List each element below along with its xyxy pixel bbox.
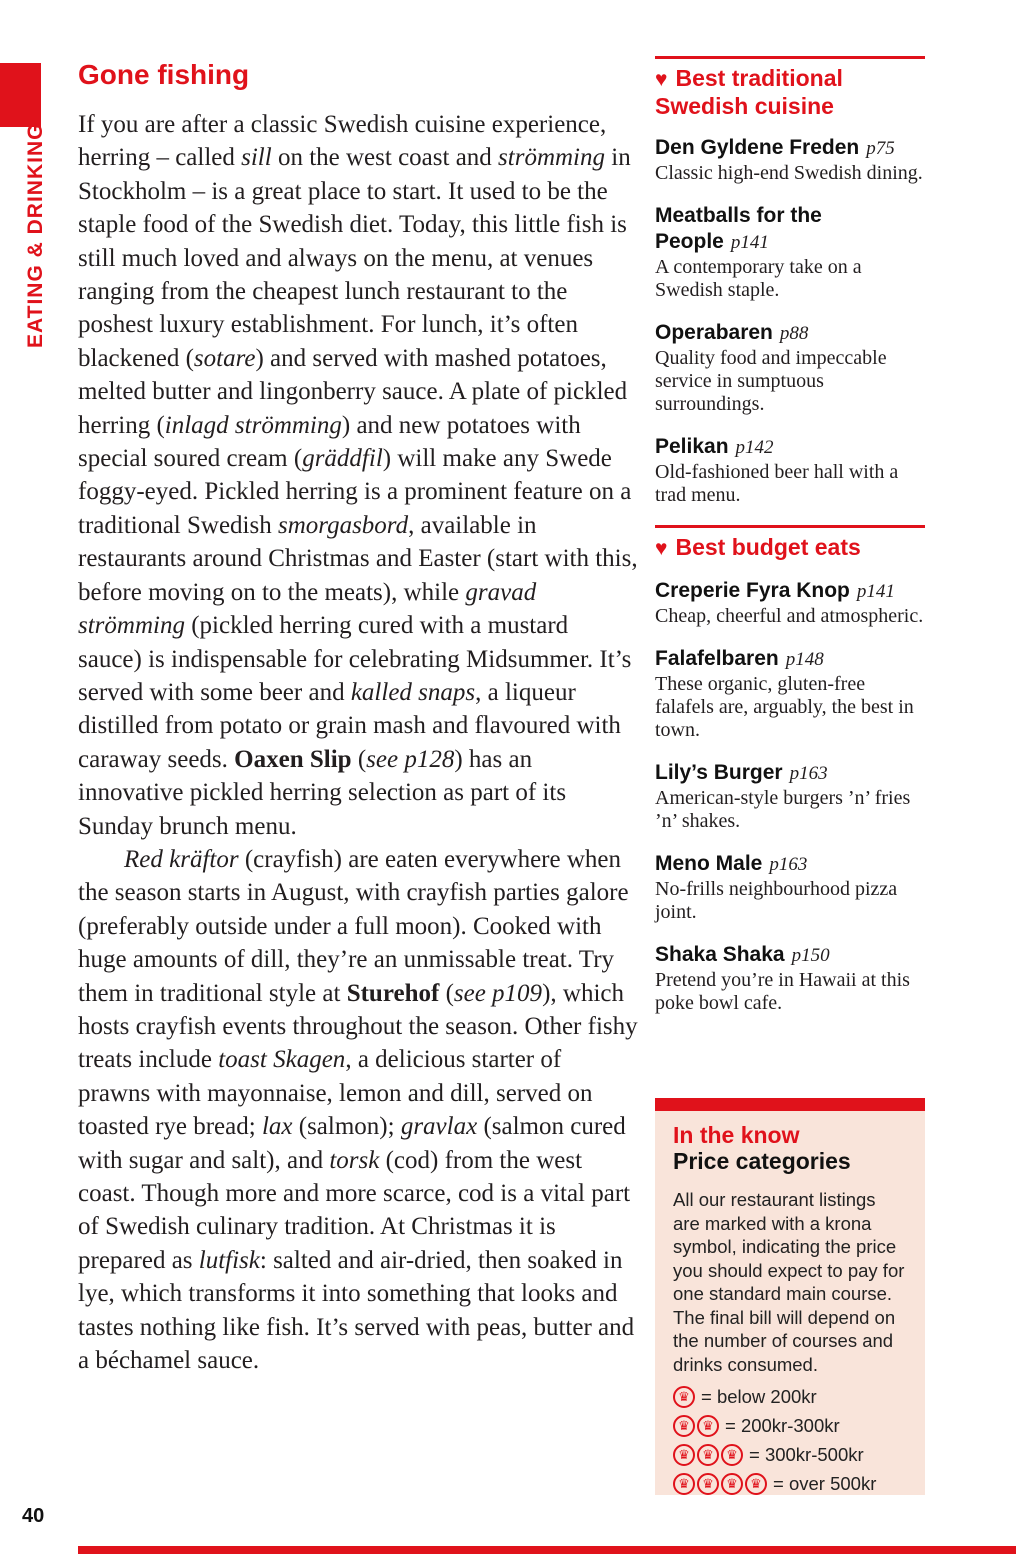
italic-text: kalled snaps [350,678,476,706]
article-paragraph [78,108,638,843]
italic-text: see p128 [366,745,455,773]
price-category-label: = below 200kr [701,1385,817,1407]
crown-glyph: ♛ [750,1476,762,1491]
krona-crown-icon [673,1386,695,1408]
chapter-label-vertical: EATING & DRINKING [24,122,47,348]
restaurant-listing [655,851,925,924]
italic-text: sill [241,144,272,172]
restaurant-name-line [655,760,925,787]
restaurant-page-ref: p163 [769,854,808,875]
restaurant-listing [655,203,925,302]
krona-crown-icon [673,1415,695,1437]
restaurant-description: These organic, gluten-free falafels are, arguably, the best in town. [655,673,914,741]
restaurant-listing [655,320,925,416]
krona-crown-icon [697,1473,719,1495]
restaurant-page-ref: p75 [866,138,895,159]
plain-text: , available in restaurants around Christmas and Easter (start with this, before moving on to the meats), while [78,511,638,606]
page-number: 40 [22,1505,45,1527]
restaurant-name: Lily’s Burger [655,761,783,784]
italic-text: inlagd strömming [164,411,342,439]
restaurant-description: Classic high-end Swedish dining. [655,162,923,184]
price-category-row [673,1440,907,1469]
article-heading: Gone fishing [78,59,250,90]
heart-icon: ♥ [655,537,668,560]
plain-text: , a liqueur distilled from potato or grain mash and flavoured with caraway seeds. [78,678,621,773]
restaurant-description: Quality food and impeccable service in sumptuous surroundings. [655,347,887,415]
restaurant-name: Pelikan [655,435,729,458]
recommendations-sidebar [655,56,925,1033]
article-paragraph [78,843,638,1378]
italic-text: sotare [193,344,256,372]
crown-glyph: ♛ [702,1476,714,1491]
infobox-body [655,1111,925,1495]
restaurant-name: Falafelbaren [655,647,779,670]
italic-text: torsk [329,1146,380,1174]
restaurant-name-line [655,203,925,256]
italic-text: lutfisk [198,1246,260,1274]
plain-text: , a delicious starter of prawns with mayonnaise, lemon and dill, served on toasted rye bread; [78,1046,593,1141]
restaurant-name-line [655,434,925,461]
restaurant-page-ref: p163 [789,763,828,784]
restaurant-description: American-style burgers ’n’ fries ’n’ shakes. [655,787,911,832]
sidebar-section-title-text: Best traditional Swedish cuisine [655,65,843,119]
plain-text: (pickled herring cured with a mustard sauce) is indispensable for celebrating Midsummer. It’s served with some beer and [78,612,632,706]
restaurant-page-ref: p148 [785,649,824,670]
restaurant-name: Den Gyldene Freden [655,136,860,159]
restaurant-name: Creperie Fyra Knop [655,579,850,602]
crown-glyph: ♛ [702,1418,714,1433]
plain-text: ) and served with mashed potatoes, melted butter and lingonberry sauce. A plate of pickled herring ( [78,344,628,439]
krona-crown-icon [697,1444,719,1466]
plain-text: : salted and air-dried, then soaked in lye, which transforms it into something that looks and tastes nothing like fish. It’s served with peas, butter and a béchamel sauce. [78,1246,635,1375]
krona-crown-icon [721,1444,743,1466]
restaurant-name-line [655,578,925,605]
restaurant-name: Meno Male [655,852,763,875]
section-color-square [0,63,41,127]
plain-text: If you are after a classic Swedish cuisine experience, herring – called [78,111,607,172]
plain-text: (salmon); [292,1113,401,1141]
restaurant-page-ref: p88 [779,323,809,344]
restaurant-listing [655,135,925,185]
crown-glyph: ♛ [678,1418,690,1433]
infobox-text: All our restaurant listings are marked with a krona symbol, indicating the price you should expect to pay for one standard main course. The final bill will depend on the number of courses and drinks consumed. [673,1189,905,1375]
plain-text: ) will make any Swede foggy-eyed. Pickled herring is a prominent feature on a traditional Swedish [78,445,632,539]
plain-text: ( [351,745,367,773]
krona-crown-icon [673,1473,695,1495]
restaurant-description: Cheap, cheerful and atmospheric. [655,605,924,627]
plain-text: ) has an innovative pickled herring selection as part of its Sunday brunch menu. [78,745,567,840]
plain-text: ) and new potatoes with special soured cream ( [78,411,581,473]
crown-glyph: ♛ [726,1476,738,1491]
restaurant-name: Operabaren [655,321,773,344]
restaurant-listing [655,578,925,628]
restaurant-page-ref: p141 [856,581,895,602]
heart-icon: ♥ [655,68,668,91]
restaurant-name-line [655,135,925,162]
sidebar-section-title [655,534,925,562]
restaurant-listing [655,942,925,1015]
italic-text: gräddfil [302,445,383,473]
restaurant-name: Meatballs for the People [655,204,822,253]
italic-text: toast Skagen [218,1046,346,1074]
krona-crown-icon [673,1444,695,1466]
restaurant-description: Pretend you’re in Hawaii at this poke bowl cafe. [655,969,910,1014]
price-category-row [673,1469,907,1498]
italic-text: gravad strömming [78,578,537,640]
plain-text: in Stockholm – is a great place to start. It used to be the staple food of the Swedish diet. Today, this little fish is still much loved and always on the menu, at venues ranging from the cheapest lunch restaurant to the poshest luxury establishment. For lunch, it’s often blackened ( [78,144,631,372]
bold-text: Sturehof [346,979,440,1007]
restaurant-name-line [655,320,925,347]
price-category-label: = over 500kr [773,1472,877,1494]
price-category-row [673,1382,907,1411]
italic-text: gravlax [400,1113,478,1141]
restaurant-description: No-frills neighbourhood pizza joint. [655,878,898,923]
crown-glyph: ♛ [678,1447,690,1462]
infobox-title: Price categories [673,1148,851,1174]
restaurant-page-ref: p141 [730,232,769,253]
plain-text: (salmon cured with sugar and salt), and [78,1113,626,1174]
plain-text: (cod) from the west coast. Though more and more scarce, cod is a vital part of Swedish culinary tradition. At Christmas it is prepared as [78,1146,631,1274]
crown-glyph: ♛ [678,1476,690,1491]
restaurant-description: Old-fashioned beer hall with a trad menu. [655,461,899,506]
plain-text: on the west coast and [271,144,499,172]
plain-text: (crayfish) are eaten everywhere when the season starts in August, with crayfish parties galore (preferably outside under a full moon). Cooked with huge amounts of dill, they’re an unmissable treat. Try them in traditional style at [78,845,629,1007]
bold-text: Oaxen Slip [234,745,352,773]
article-column [78,60,638,1377]
plain-text: ), which hosts crayfish events throughout the season. Other fishy treats include [78,979,638,1074]
restaurant-listing [655,434,925,507]
restaurant-name-line [655,942,925,969]
italic-text: lax [261,1113,293,1141]
restaurant-listing [655,646,925,742]
sidebar-section [655,56,925,507]
price-category-label: = 200kr-300kr [725,1414,840,1436]
restaurant-description: A contemporary take on a Swedish staple. [655,256,862,301]
plain-text: ( [439,979,454,1007]
price-category-row [673,1411,907,1440]
sidebar-section-title [655,65,925,119]
restaurant-listing [655,760,925,833]
crown-glyph: ♛ [702,1447,714,1462]
sidebar-section-title-text: Best budget eats [675,534,861,560]
footer-red-rule [78,1546,1016,1554]
infobox-kicker: In the know [673,1122,800,1148]
restaurant-page-ref: p142 [735,437,774,458]
restaurant-page-ref: p150 [791,945,830,966]
article-body [78,108,638,1377]
sidebar-section [655,525,925,1015]
price-categories-infobox [655,1098,925,1495]
krona-crown-icon [745,1473,767,1495]
krona-crown-icon [697,1415,719,1437]
italic-text: strömming [498,144,606,172]
price-category-label: = 300kr-500kr [749,1443,864,1465]
restaurant-name: Shaka Shaka [655,943,785,966]
italic-text: smorgasbord [277,511,409,539]
krona-crown-icon [721,1473,743,1495]
restaurant-name-line [655,851,925,878]
price-rows [673,1382,907,1498]
italic-text: see p109 [453,979,543,1007]
infobox-top-bar [655,1098,925,1111]
italic-text: Red kräftor [124,845,239,873]
crown-glyph: ♛ [678,1389,690,1404]
restaurant-name-line [655,646,925,673]
crown-glyph: ♛ [726,1447,738,1462]
